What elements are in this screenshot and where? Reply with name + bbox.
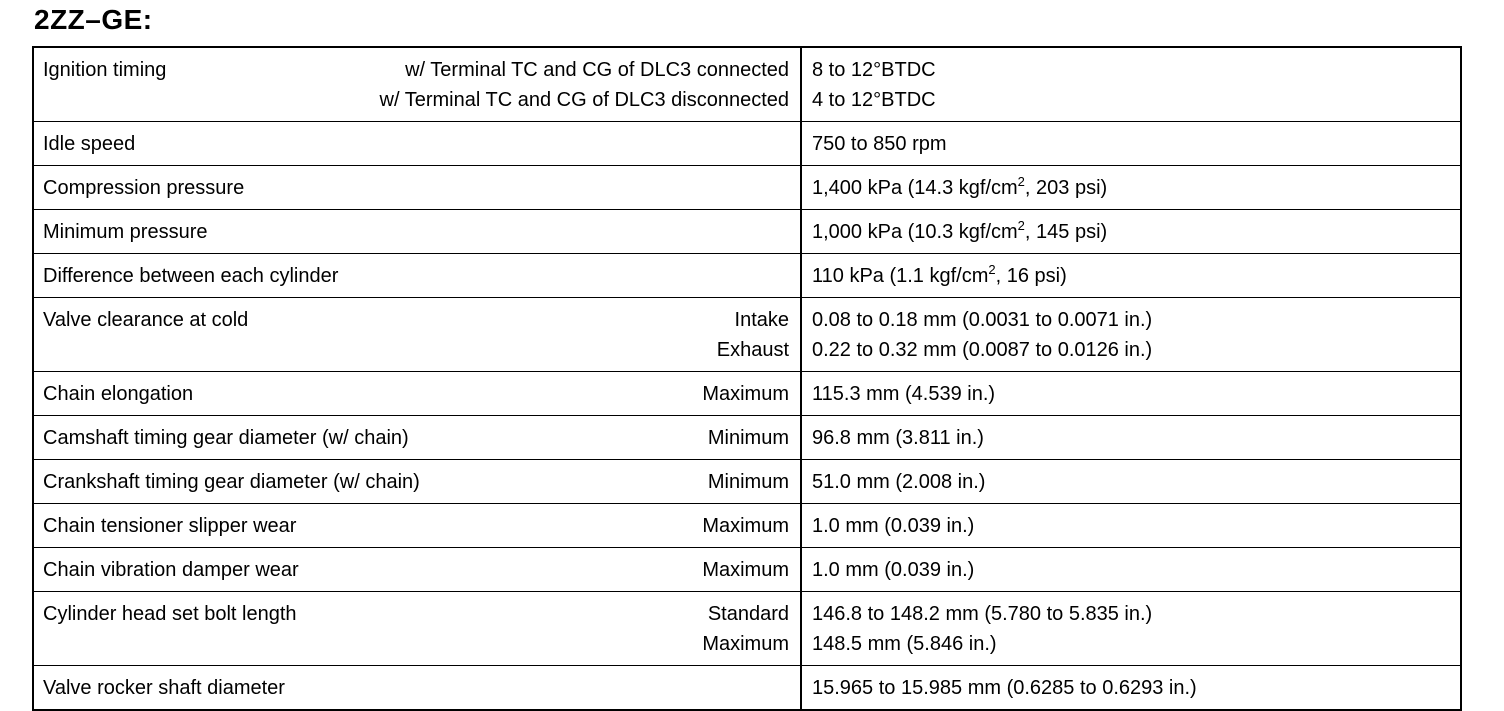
spec-conditions (702, 555, 789, 585)
spec-item-label: Difference between each cylinder (43, 265, 339, 287)
spec-value: 96.8 mm (3.811 in.) (812, 427, 984, 449)
spec-conditions (702, 599, 789, 659)
spec-value: 0.22 to 0.32 mm (0.0087 to 0.0126 in.) (812, 339, 1153, 361)
spec-value-cell (802, 460, 1460, 503)
spec-value (812, 217, 1450, 247)
value-text: 1,400 kPa (14.3 kgf/cm (812, 177, 1018, 199)
spec-condition: Intake (734, 309, 789, 331)
spec-item-cell (34, 48, 802, 121)
table-row (34, 48, 1460, 121)
spec-condition: Exhaust (716, 339, 789, 361)
spec-value-cell (802, 592, 1460, 665)
spec-item-label: Minimum pressure (43, 221, 208, 243)
spec-item-cell (34, 298, 802, 371)
spec-value-cell (802, 416, 1460, 459)
spec-value: 1.0 mm (0.039 in.) (812, 559, 975, 581)
spec-item-label: Compression pressure (43, 177, 245, 199)
value-text: , 203 psi) (1024, 177, 1108, 199)
spec-value-cell (802, 210, 1460, 253)
spec-conditions (708, 467, 789, 497)
spec-conditions (702, 379, 789, 409)
table-row (34, 297, 1460, 371)
spec-item-label: Cylinder head set bolt length (43, 603, 297, 625)
table-row (34, 253, 1460, 297)
spec-item-cell (34, 122, 802, 165)
table-row (34, 665, 1460, 709)
spec-condition: Maximum (702, 559, 789, 581)
table-row (34, 121, 1460, 165)
spec-condition: w/ Terminal TC and CG of DLC3 connected (405, 59, 789, 81)
spec-item-label: Chain tensioner slipper wear (43, 515, 297, 537)
spec-value: 115.3 mm (4.539 in.) (812, 383, 996, 405)
value-superscript: 2 (988, 262, 996, 277)
spec-item-cell (34, 166, 802, 209)
page-title: 2ZZ–GE: (34, 4, 153, 35)
spec-item-label: Chain vibration damper wear (43, 559, 299, 581)
value-text: , 145 psi) (1024, 221, 1108, 243)
value-text: 1,000 kPa (10.3 kgf/cm (812, 221, 1018, 243)
spec-item-label: Valve rocker shaft diameter (43, 677, 285, 699)
spec-table (32, 46, 1462, 711)
value-superscript: 2 (1017, 218, 1025, 233)
spec-value: 1.0 mm (0.039 in.) (812, 515, 975, 537)
spec-item-cell (34, 210, 802, 253)
spec-item-label: Camshaft timing gear diameter (w/ chain) (43, 427, 409, 449)
spec-item-label: Chain elongation (43, 383, 194, 405)
spec-value: 15.965 to 15.985 mm (0.6285 to 0.6293 in.) (812, 677, 1197, 699)
table-row (34, 503, 1460, 547)
spec-conditions (717, 305, 789, 365)
spec-item-cell (34, 460, 802, 503)
table-row (34, 371, 1460, 415)
spec-condition: Maximum (702, 515, 789, 537)
table-row (34, 209, 1460, 253)
spec-conditions (702, 511, 789, 541)
spec-condition: Minimum (707, 427, 789, 449)
table-row (34, 415, 1460, 459)
spec-value: 148.5 mm (5.846 in.) (812, 633, 997, 655)
spec-condition: Minimum (707, 471, 789, 493)
value-text: 110 kPa (1.1 kgf/cm (812, 265, 989, 287)
value-text: , 16 psi) (995, 265, 1067, 287)
spec-item-cell (34, 504, 802, 547)
spec-value (812, 173, 1450, 203)
value-superscript: 2 (1017, 174, 1025, 189)
spec-value: 750 to 850 rpm (812, 133, 947, 155)
spec-item-label: Crankshaft timing gear diameter (w/ chain) (43, 471, 420, 493)
spec-value (812, 261, 1450, 291)
spec-value-cell (802, 298, 1460, 371)
spec-value-cell (802, 48, 1460, 121)
spec-condition: Maximum (702, 633, 789, 655)
spec-value-cell (802, 548, 1460, 591)
spec-value-cell (802, 122, 1460, 165)
spec-value: 4 to 12°BTDC (812, 89, 936, 111)
spec-item-cell (34, 372, 802, 415)
table-row (34, 459, 1460, 503)
spec-item-label: Idle speed (43, 133, 136, 155)
spec-value: 8 to 12°BTDC (812, 59, 936, 81)
spec-value-cell (802, 254, 1460, 297)
spec-item-cell (34, 254, 802, 297)
spec-condition: Standard (707, 603, 789, 625)
table-row (34, 547, 1460, 591)
spec-value: 146.8 to 148.2 mm (5.780 to 5.835 in.) (812, 603, 1153, 625)
spec-conditions (380, 55, 789, 115)
table-row (34, 165, 1460, 209)
spec-item-cell (34, 666, 802, 709)
spec-item-cell (34, 416, 802, 459)
spec-item-label: Ignition timing (43, 59, 167, 81)
spec-conditions (708, 423, 789, 453)
spec-value-cell (802, 504, 1460, 547)
spec-value-cell (802, 666, 1460, 709)
spec-item-cell (34, 592, 802, 665)
spec-value: 51.0 mm (2.008 in.) (812, 471, 986, 493)
spec-condition: Maximum (702, 383, 789, 405)
spec-item-cell (34, 548, 802, 591)
spec-item-label: Valve clearance at cold (43, 309, 249, 331)
spec-value-cell (802, 166, 1460, 209)
spec-value: 0.08 to 0.18 mm (0.0031 to 0.0071 in.) (812, 309, 1153, 331)
spec-condition: w/ Terminal TC and CG of DLC3 disconnected (379, 89, 789, 111)
spec-value-cell (802, 372, 1460, 415)
